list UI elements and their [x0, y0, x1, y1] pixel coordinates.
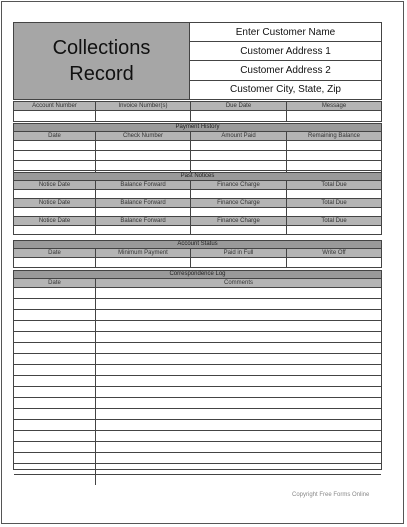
- account-number-cell[interactable]: [14, 111, 96, 121]
- correspondence-title: Correspondence Log: [14, 271, 381, 279]
- table-row[interactable]: [14, 365, 381, 376]
- customer-info: [190, 23, 381, 99]
- table-row[interactable]: [14, 398, 381, 409]
- account-status-section: [13, 240, 382, 268]
- table-row[interactable]: [14, 376, 381, 387]
- invoice-numbers-cell[interactable]: [96, 111, 191, 121]
- col-write-off: Write Off: [287, 249, 381, 257]
- due-date-cell[interactable]: [191, 111, 287, 121]
- table-row[interactable]: [14, 354, 381, 365]
- correspondence-header-row: [14, 279, 381, 288]
- table-row[interactable]: [14, 258, 381, 267]
- table-row[interactable]: [14, 141, 381, 151]
- table-row[interactable]: [14, 208, 381, 217]
- table-row[interactable]: [14, 321, 381, 332]
- table-row[interactable]: [14, 151, 381, 161]
- past-notices-header-row: [14, 181, 381, 190]
- col-comments: Comments: [96, 279, 381, 287]
- col-date: Date: [14, 132, 96, 140]
- payment-history-title: Payment History: [14, 124, 381, 132]
- col-check-number: Check Number: [96, 132, 191, 140]
- col-balance-forward: Balance Forward: [96, 217, 191, 225]
- col-account-number: Account Number: [14, 102, 96, 110]
- col-total-due: Total Due: [287, 217, 381, 225]
- account-section: [13, 101, 382, 122]
- col-finance-charge: Finance Charge: [191, 181, 287, 189]
- account-input-row[interactable]: [14, 111, 381, 121]
- table-row[interactable]: [14, 226, 381, 234]
- col-balance-forward: Balance Forward: [96, 181, 191, 189]
- customer-address-2-field[interactable]: Customer Address 2: [190, 61, 381, 80]
- correspondence-section: [13, 270, 382, 470]
- col-date: Date: [14, 279, 96, 287]
- table-row[interactable]: [14, 299, 381, 310]
- table-row[interactable]: [14, 343, 381, 354]
- past-notices-section: [13, 172, 382, 235]
- table-row[interactable]: [14, 431, 381, 442]
- col-remaining-balance: Remaining Balance: [287, 132, 381, 140]
- col-paid-in-full: Paid in Full: [191, 249, 287, 257]
- col-notice-date: Notice Date: [14, 217, 96, 225]
- table-row[interactable]: [14, 310, 381, 321]
- message-cell[interactable]: [287, 111, 381, 121]
- form-header: [13, 22, 382, 100]
- payment-history-header-row: [14, 132, 381, 141]
- col-finance-charge: Finance Charge: [191, 199, 287, 207]
- col-total-due: Total Due: [287, 181, 381, 189]
- table-row[interactable]: [14, 464, 381, 475]
- table-row[interactable]: [14, 161, 381, 171]
- form-title: [14, 23, 190, 99]
- table-row[interactable]: [14, 387, 381, 398]
- title-line-1: Collections: [52, 37, 151, 59]
- col-amount-paid: Amount Paid: [191, 132, 287, 140]
- title-line-2: Record: [69, 63, 134, 85]
- table-row[interactable]: [14, 190, 381, 199]
- col-due-date: Due Date: [191, 102, 287, 110]
- table-row[interactable]: [14, 453, 381, 464]
- past-notices-title: Past Notices: [14, 173, 381, 181]
- table-row[interactable]: [14, 420, 381, 431]
- account-header-row: [14, 102, 381, 111]
- col-total-due: Total Due: [287, 199, 381, 207]
- col-minimum-payment: Minimum Payment: [96, 249, 191, 257]
- table-row[interactable]: [14, 288, 381, 299]
- col-balance-forward: Balance Forward: [96, 199, 191, 207]
- table-row[interactable]: [14, 442, 381, 453]
- footer-copyright: Copyright Free Forms Online: [292, 492, 370, 498]
- col-message: Message: [287, 102, 381, 110]
- customer-city-state-zip-field[interactable]: Customer City, State, Zip: [230, 84, 341, 96]
- col-notice-date: Notice Date: [14, 181, 96, 189]
- past-notices-header-row: [14, 217, 381, 226]
- col-notice-date: Notice Date: [14, 199, 96, 207]
- account-status-header-row: [14, 249, 381, 258]
- col-invoice-numbers: Invoice Number(s): [96, 102, 191, 110]
- col-date: Date: [14, 249, 96, 257]
- col-finance-charge: Finance Charge: [191, 217, 287, 225]
- past-notices-header-row: [14, 199, 381, 208]
- customer-address-1-field[interactable]: Customer Address 1: [190, 42, 381, 61]
- table-row[interactable]: [14, 409, 381, 420]
- table-row[interactable]: [14, 475, 381, 485]
- account-status-title: Account Status: [14, 241, 381, 249]
- customer-name-field[interactable]: Enter Customer Name: [190, 23, 381, 42]
- table-row[interactable]: [14, 332, 381, 343]
